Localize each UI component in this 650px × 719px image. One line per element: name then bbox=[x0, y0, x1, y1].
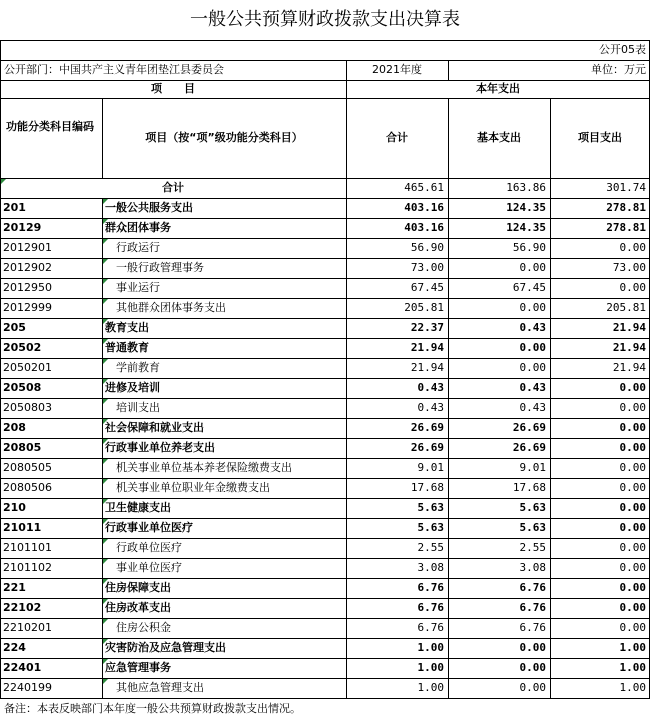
table-rule bbox=[0, 238, 650, 239]
cell-marker-icon bbox=[103, 319, 108, 324]
row-name: 群众团体事务 bbox=[105, 221, 171, 234]
row-basic: 17.68 bbox=[512, 481, 546, 494]
table-rule bbox=[0, 40, 650, 41]
row-project: 0.00 bbox=[619, 241, 646, 254]
row-name: 机关事业单位职业年金缴费支出 bbox=[116, 481, 270, 494]
row-code: 20129 bbox=[3, 221, 42, 234]
table-rule bbox=[0, 538, 650, 539]
row-basic: 2.55 bbox=[519, 541, 546, 554]
row-code: 2240199 bbox=[3, 681, 52, 694]
row-total: 22.37 bbox=[410, 321, 444, 334]
row-basic: 0.00 bbox=[519, 661, 546, 674]
row-code: 20508 bbox=[3, 381, 42, 394]
row-total: 26.69 bbox=[410, 421, 444, 434]
row-total: 9.01 bbox=[417, 461, 444, 474]
table-rule bbox=[0, 40, 1, 698]
row-project: 1.00 bbox=[619, 681, 646, 694]
table-rule bbox=[0, 458, 650, 459]
table-rule bbox=[0, 578, 650, 579]
row-name: 事业单位医疗 bbox=[116, 561, 182, 574]
total-row-project: 301.74 bbox=[606, 181, 646, 194]
row-project: 21.94 bbox=[612, 341, 646, 354]
table-rule bbox=[0, 198, 650, 199]
row-name: 卫生健康支出 bbox=[105, 501, 171, 514]
table-rule bbox=[0, 498, 650, 499]
total-row-total: 465.61 bbox=[404, 181, 444, 194]
row-name: 行政事业单位养老支出 bbox=[105, 441, 215, 454]
row-name: 灾害防治及应急管理支出 bbox=[105, 641, 226, 654]
table-rule bbox=[0, 80, 650, 81]
row-basic: 124.35 bbox=[506, 201, 546, 214]
table-rule bbox=[0, 418, 650, 419]
row-basic: 26.69 bbox=[512, 441, 546, 454]
cell-marker-icon bbox=[103, 339, 108, 344]
row-basic: 5.63 bbox=[519, 501, 546, 514]
total-row-label: 合计 bbox=[162, 181, 184, 194]
row-name: 行政运行 bbox=[116, 241, 160, 254]
cell-marker-icon bbox=[103, 599, 108, 604]
table-rule bbox=[550, 98, 551, 178]
table-rule bbox=[0, 218, 650, 219]
row-code: 221 bbox=[3, 581, 26, 594]
row-basic: 0.43 bbox=[519, 381, 546, 394]
table-rule bbox=[0, 298, 650, 299]
row-code: 201 bbox=[3, 201, 26, 214]
row-project: 278.81 bbox=[606, 221, 646, 234]
table-rule bbox=[0, 638, 650, 639]
row-code: 2050201 bbox=[3, 361, 52, 374]
row-name: 住房改革支出 bbox=[105, 601, 171, 614]
row-project: 0.00 bbox=[619, 621, 646, 634]
row-basic: 6.76 bbox=[519, 601, 546, 614]
row-project: 205.81 bbox=[606, 301, 646, 314]
row-total: 0.43 bbox=[417, 401, 444, 414]
table-rule bbox=[448, 178, 449, 698]
row-basic: 0.43 bbox=[519, 401, 546, 414]
row-basic: 0.43 bbox=[519, 321, 546, 334]
cell-marker-icon bbox=[103, 519, 108, 524]
cell-marker-icon bbox=[103, 219, 108, 224]
expenditure-table bbox=[0, 40, 650, 698]
table-rule bbox=[0, 398, 650, 399]
table-rule bbox=[0, 698, 650, 699]
row-total: 1.00 bbox=[417, 641, 444, 654]
row-code: 21011 bbox=[3, 521, 42, 534]
row-project: 0.00 bbox=[619, 501, 646, 514]
cell-marker-icon bbox=[103, 239, 108, 244]
row-name: 一般行政管理事务 bbox=[116, 261, 204, 274]
row-basic: 0.00 bbox=[519, 261, 546, 274]
row-project: 0.00 bbox=[619, 581, 646, 594]
row-code: 2050803 bbox=[3, 401, 52, 414]
row-name: 普通教育 bbox=[105, 341, 149, 354]
row-basic: 56.90 bbox=[512, 241, 546, 254]
unit-label: 单位：万元 bbox=[591, 63, 646, 76]
cell-marker-icon bbox=[103, 399, 108, 404]
row-total: 26.69 bbox=[410, 441, 444, 454]
row-code: 22102 bbox=[3, 601, 42, 614]
row-code: 2080506 bbox=[3, 481, 52, 494]
row-project: 0.00 bbox=[619, 421, 646, 434]
row-project: 0.00 bbox=[619, 401, 646, 414]
row-project: 0.00 bbox=[619, 461, 646, 474]
cell-marker-icon bbox=[103, 459, 108, 464]
header-basic: 基本支出 bbox=[477, 131, 521, 144]
table-rule bbox=[448, 98, 449, 178]
row-code: 20805 bbox=[3, 441, 42, 454]
row-total: 6.76 bbox=[417, 581, 444, 594]
row-total: 3.08 bbox=[417, 561, 444, 574]
row-code: 2101102 bbox=[3, 561, 52, 574]
row-basic: 9.01 bbox=[519, 461, 546, 474]
row-total: 205.81 bbox=[404, 301, 444, 314]
row-code: 208 bbox=[3, 421, 26, 434]
row-total: 56.90 bbox=[410, 241, 444, 254]
cell-marker-icon bbox=[103, 439, 108, 444]
row-project: 0.00 bbox=[619, 601, 646, 614]
cell-marker-icon bbox=[103, 359, 108, 364]
row-project: 278.81 bbox=[606, 201, 646, 214]
table-rule bbox=[0, 258, 650, 259]
form-code: 公开05表 bbox=[599, 43, 646, 56]
row-basic: 3.08 bbox=[519, 561, 546, 574]
cell-marker-icon bbox=[103, 659, 108, 664]
table-rule bbox=[0, 318, 650, 319]
row-basic: 0.00 bbox=[519, 341, 546, 354]
row-code: 2101101 bbox=[3, 541, 52, 554]
row-project: 73.00 bbox=[612, 261, 646, 274]
row-basic: 5.63 bbox=[519, 521, 546, 534]
row-project: 0.00 bbox=[619, 521, 646, 534]
row-code: 205 bbox=[3, 321, 26, 334]
table-rule bbox=[0, 558, 650, 559]
row-basic: 0.00 bbox=[519, 681, 546, 694]
row-code: 2012902 bbox=[3, 261, 52, 274]
row-total: 1.00 bbox=[417, 681, 444, 694]
row-name: 住房保障支出 bbox=[105, 581, 171, 594]
row-name: 培训支出 bbox=[116, 401, 160, 414]
row-basic: 6.76 bbox=[519, 621, 546, 634]
table-rule bbox=[448, 60, 449, 80]
row-project: 21.94 bbox=[612, 361, 646, 374]
table-rule bbox=[0, 338, 650, 339]
row-code: 20502 bbox=[3, 341, 42, 354]
table-rule bbox=[0, 378, 650, 379]
table-rule bbox=[102, 198, 103, 698]
row-total: 21.94 bbox=[410, 361, 444, 374]
row-total: 2.55 bbox=[417, 541, 444, 554]
table-rule bbox=[0, 598, 650, 599]
row-basic: 6.76 bbox=[519, 581, 546, 594]
total-row-basic: 163.86 bbox=[506, 181, 546, 194]
table-rule bbox=[346, 60, 347, 698]
row-total: 403.16 bbox=[404, 221, 444, 234]
row-code: 2012999 bbox=[3, 301, 52, 314]
table-rule bbox=[0, 438, 650, 439]
cell-marker-icon bbox=[103, 539, 108, 544]
row-name: 行政单位医疗 bbox=[116, 541, 182, 554]
table-rule bbox=[0, 98, 650, 99]
row-name: 学前教育 bbox=[116, 361, 160, 374]
row-basic: 26.69 bbox=[512, 421, 546, 434]
cell-marker-icon bbox=[1, 179, 6, 184]
row-name: 社会保障和就业支出 bbox=[105, 421, 204, 434]
cell-marker-icon bbox=[103, 279, 108, 284]
cell-marker-icon bbox=[103, 379, 108, 384]
row-name: 其他群众团体事务支出 bbox=[116, 301, 226, 314]
cell-marker-icon bbox=[103, 259, 108, 264]
header-project: 项目支出 bbox=[578, 131, 622, 144]
row-name: 应急管理事务 bbox=[105, 661, 171, 674]
row-total: 0.43 bbox=[417, 381, 444, 394]
row-name: 行政事业单位医疗 bbox=[105, 521, 193, 534]
row-project: 0.00 bbox=[619, 281, 646, 294]
row-code: 210 bbox=[3, 501, 26, 514]
row-code: 2012950 bbox=[3, 281, 52, 294]
table-rule bbox=[0, 178, 650, 179]
row-total: 6.76 bbox=[417, 621, 444, 634]
row-total: 17.68 bbox=[410, 481, 444, 494]
row-name: 教育支出 bbox=[105, 321, 149, 334]
row-name: 一般公共服务支出 bbox=[105, 201, 193, 214]
row-name: 其他应急管理支出 bbox=[116, 681, 204, 694]
cell-marker-icon bbox=[103, 199, 108, 204]
cell-marker-icon bbox=[103, 619, 108, 624]
cell-marker-icon bbox=[103, 299, 108, 304]
row-project: 0.00 bbox=[619, 481, 646, 494]
header-total: 合计 bbox=[386, 131, 408, 144]
header-code: 功能分类科目编码 bbox=[6, 120, 94, 133]
row-name: 事业运行 bbox=[116, 281, 160, 294]
table-rule bbox=[0, 478, 650, 479]
row-total: 73.00 bbox=[410, 261, 444, 274]
row-project: 0.00 bbox=[619, 541, 646, 554]
row-project: 1.00 bbox=[619, 641, 646, 654]
department-label: 公开部门：中国共产主义青年团垫江县委员会 bbox=[4, 63, 224, 76]
table-rule bbox=[0, 678, 650, 679]
year-label: 2021年度 bbox=[372, 63, 422, 76]
page-title: 一般公共预算财政拨款支出决算表 bbox=[190, 9, 460, 30]
row-code: 2080505 bbox=[3, 461, 52, 474]
row-basic: 0.00 bbox=[519, 641, 546, 654]
header-current-year: 本年支出 bbox=[476, 82, 520, 95]
table-rule bbox=[0, 358, 650, 359]
cell-marker-icon bbox=[103, 479, 108, 484]
table-rule bbox=[550, 178, 551, 698]
row-project: 0.00 bbox=[619, 561, 646, 574]
row-project: 0.00 bbox=[619, 441, 646, 454]
cell-marker-icon bbox=[103, 559, 108, 564]
row-basic: 67.45 bbox=[512, 281, 546, 294]
cell-marker-icon bbox=[103, 579, 108, 584]
cell-marker-icon bbox=[103, 499, 108, 504]
row-basic: 0.00 bbox=[519, 361, 546, 374]
table-rule bbox=[0, 658, 650, 659]
header-item-group: 项 目 bbox=[151, 82, 195, 95]
row-code: 22401 bbox=[3, 661, 42, 674]
row-code: 224 bbox=[3, 641, 26, 654]
footnote: 备注：本表反映部门本年度一般公共预算财政拨款支出情况。 bbox=[4, 702, 301, 715]
cell-marker-icon bbox=[103, 679, 108, 684]
table-rule bbox=[0, 518, 650, 519]
table-rule bbox=[0, 618, 650, 619]
table-rule bbox=[0, 278, 650, 279]
row-basic: 0.00 bbox=[519, 301, 546, 314]
row-project: 0.00 bbox=[619, 381, 646, 394]
row-total: 67.45 bbox=[410, 281, 444, 294]
cell-marker-icon bbox=[103, 639, 108, 644]
row-total: 6.76 bbox=[417, 601, 444, 614]
row-name: 住房公积金 bbox=[116, 621, 171, 634]
row-total: 403.16 bbox=[404, 201, 444, 214]
table-rule bbox=[102, 98, 103, 178]
table-rule bbox=[0, 60, 650, 61]
row-project: 1.00 bbox=[619, 661, 646, 674]
row-project: 21.94 bbox=[612, 321, 646, 334]
row-total: 21.94 bbox=[410, 341, 444, 354]
header-name: 项目（按“项”级功能分类科目） bbox=[145, 131, 303, 144]
row-code: 2012901 bbox=[3, 241, 52, 254]
cell-marker-icon bbox=[103, 419, 108, 424]
row-total: 5.63 bbox=[417, 501, 444, 514]
row-total: 5.63 bbox=[417, 521, 444, 534]
row-total: 1.00 bbox=[417, 661, 444, 674]
row-basic: 124.35 bbox=[506, 221, 546, 234]
row-name: 进修及培训 bbox=[105, 381, 160, 394]
row-code: 2210201 bbox=[3, 621, 52, 634]
row-name: 机关事业单位基本养老保险缴费支出 bbox=[116, 461, 292, 474]
